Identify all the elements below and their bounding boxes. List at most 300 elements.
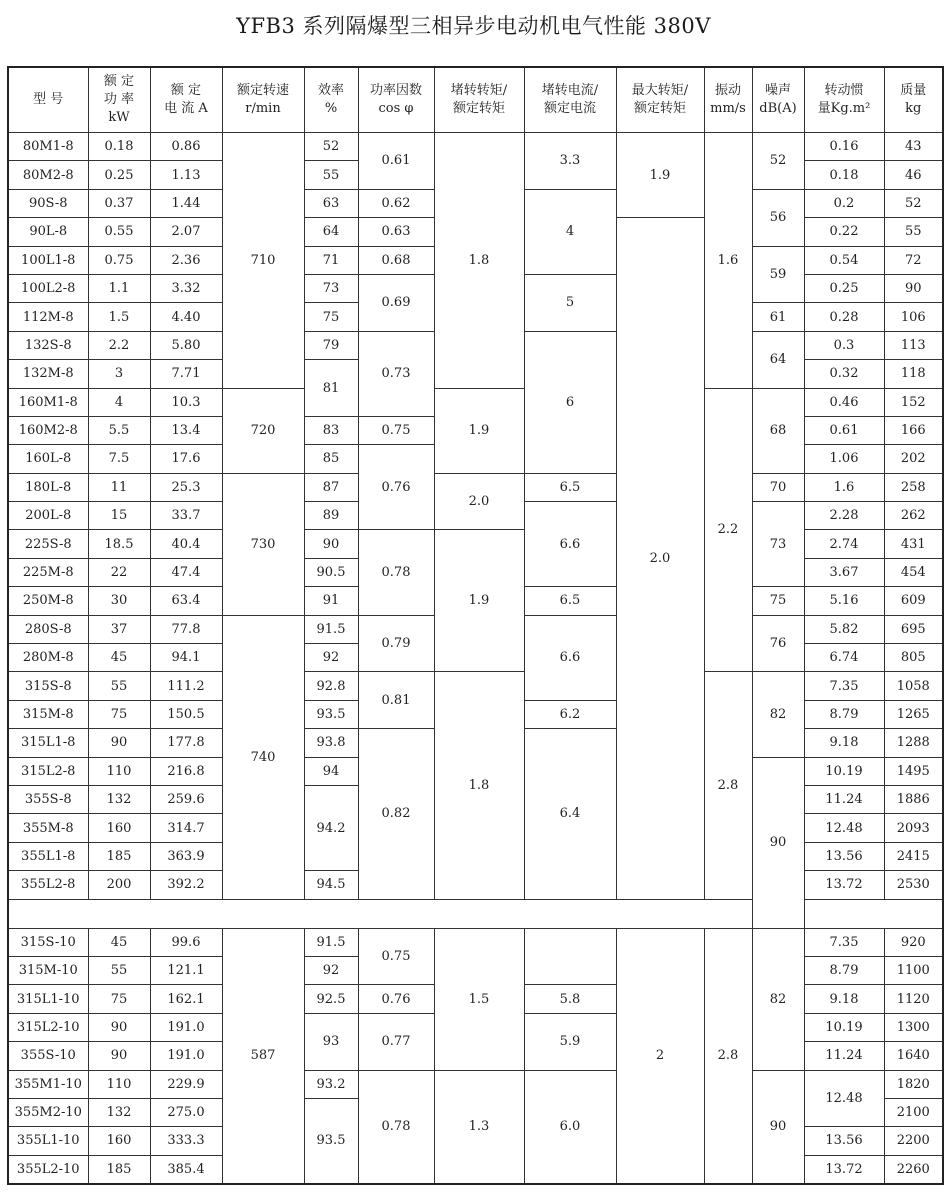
cell-model: 355S-8 (8, 785, 88, 813)
header-line: 噪声 (764, 83, 791, 98)
cell-pf: 0.73 (358, 331, 434, 416)
cell-sc: 5.8 (524, 985, 616, 1013)
header-line: 额 定 (170, 83, 202, 98)
cell-model: 355M-8 (8, 814, 88, 842)
header-line: r/min (245, 101, 281, 116)
cell-model: 355L1-8 (8, 842, 88, 870)
cell-st: 1.9 (434, 530, 524, 672)
cell-mass: 431 (884, 530, 943, 558)
cell-eff: 93.5 (304, 1098, 358, 1184)
cell-noise: 59 (752, 246, 804, 303)
cell-model: 225M-8 (8, 558, 88, 586)
cell-eff: 94.5 (304, 871, 358, 899)
cell-model: 132S-8 (8, 331, 88, 359)
cell-eff: 91.5 (304, 615, 358, 643)
cell-pf: 0.82 (358, 729, 434, 899)
cell-eff: 91 (304, 587, 358, 615)
cell-inertia: 7.35 (804, 672, 884, 700)
cell-current: 77.8 (150, 615, 222, 643)
cell-inertia: 9.18 (804, 729, 884, 757)
cell-model: 355S-10 (8, 1042, 88, 1070)
column-header (304, 67, 358, 133)
cell-eff: 93.5 (304, 700, 358, 728)
cell-mass: 920 (884, 928, 943, 956)
cell-noise: 73 (752, 502, 804, 587)
column-header (8, 67, 88, 133)
cell-noise: 70 (752, 473, 804, 501)
cell-inertia: 0.28 (804, 303, 884, 331)
cell-current: 63.4 (150, 587, 222, 615)
cell-mass: 46 (884, 161, 943, 189)
cell-power: 55 (88, 672, 150, 700)
cell-pf: 0.81 (358, 672, 434, 729)
cell-model: 80M2-8 (8, 161, 88, 189)
cell-inertia: 10.19 (804, 1013, 884, 1041)
cell-model: 315S-8 (8, 672, 88, 700)
cell-power: 0.75 (88, 246, 150, 274)
cell-power: 1.5 (88, 303, 150, 331)
cell-eff: 79 (304, 331, 358, 359)
cell-power: 2.2 (88, 331, 150, 359)
cell-eff: 93 (304, 1013, 358, 1070)
cell-mass: 2100 (884, 1098, 943, 1126)
cell-power: 22 (88, 558, 150, 586)
cell-model: 355L1-10 (8, 1127, 88, 1155)
cell-mass: 609 (884, 587, 943, 615)
cell-inertia: 0.32 (804, 360, 884, 388)
cell-mass: 55 (884, 218, 943, 246)
cell-pf: 0.78 (358, 1070, 434, 1184)
column-header (884, 67, 943, 133)
cell-noise: 90 (752, 1070, 804, 1184)
column-header (358, 67, 434, 133)
cell-current: 191.0 (150, 1042, 222, 1070)
cell-eff: 71 (304, 246, 358, 274)
cell-mass: 2415 (884, 842, 943, 870)
cell-current: 121.1 (150, 956, 222, 984)
motor-performance-table (7, 66, 944, 1185)
cell-mass: 43 (884, 133, 943, 161)
cell-mass: 1886 (884, 785, 943, 813)
cell-eff: 63 (304, 189, 358, 217)
cell-st: 1.8 (434, 672, 524, 899)
table-body (8, 133, 943, 1185)
cell-inertia: 2.74 (804, 530, 884, 558)
cell-eff: 92 (304, 644, 358, 672)
cell-pf: 0.61 (358, 133, 434, 190)
cell-eff: 93.2 (304, 1070, 358, 1098)
cell-mass: 1120 (884, 985, 943, 1013)
cell-mass: 1495 (884, 757, 943, 785)
cell-eff: 94 (304, 757, 358, 785)
cell-inertia: 6.74 (804, 644, 884, 672)
cell-sc: 3.3 (524, 133, 616, 190)
cell-power: 11 (88, 473, 150, 501)
cell-eff: 94.2 (304, 785, 358, 870)
group-separator (8, 899, 943, 928)
cell-current: 4.40 (150, 303, 222, 331)
cell-noise: 64 (752, 331, 804, 388)
cell-pf: 0.68 (358, 246, 434, 274)
cell-inertia: 0.2 (804, 189, 884, 217)
cell-current: 392.2 (150, 871, 222, 899)
header-line: 质量 (900, 83, 927, 98)
cell-power: 110 (88, 757, 150, 785)
column-header (150, 67, 222, 133)
cell-mass: 52 (884, 189, 943, 217)
cell-eff: 73 (304, 274, 358, 302)
cell-eff: 83 (304, 416, 358, 444)
cell-power: 45 (88, 928, 150, 956)
cell-mass: 72 (884, 246, 943, 274)
cell-speed: 730 (222, 473, 304, 615)
cell-sc: 5 (524, 274, 616, 331)
cell-inertia: 3.67 (804, 558, 884, 586)
cell-mass: 2260 (884, 1155, 943, 1184)
cell-inertia: 8.79 (804, 956, 884, 984)
cell-noise: 82 (752, 672, 804, 757)
cell-power: 37 (88, 615, 150, 643)
cell-inertia: 0.16 (804, 133, 884, 161)
cell-inertia: 0.61 (804, 416, 884, 444)
column-header (524, 67, 616, 133)
cell-power: 55 (88, 956, 150, 984)
cell-power: 132 (88, 785, 150, 813)
cell-power: 0.37 (88, 189, 150, 217)
cell-inertia: 2.28 (804, 502, 884, 530)
cell-inertia: 0.22 (804, 218, 884, 246)
cell-model: 90S-8 (8, 189, 88, 217)
header-line: 额定电流 (543, 101, 596, 116)
header-row (8, 67, 943, 133)
cell-noise: 61 (752, 303, 804, 331)
cell-mass: 152 (884, 388, 943, 416)
separator-cell (8, 899, 943, 928)
cell-model: 160L-8 (8, 445, 88, 473)
cell-mass: 90 (884, 274, 943, 302)
cell-power: 185 (88, 842, 150, 870)
cell-current: 1.13 (150, 161, 222, 189)
header-line: kg (905, 101, 922, 116)
header-line: mm/s (710, 101, 746, 116)
cell-mass: 118 (884, 360, 943, 388)
cell-inertia: 7.35 (804, 928, 884, 956)
cell-power: 110 (88, 1070, 150, 1098)
cell-current: 229.9 (150, 1070, 222, 1098)
cell-inertia: 0.3 (804, 331, 884, 359)
cell-mass: 1640 (884, 1042, 943, 1070)
cell-current: 2.36 (150, 246, 222, 274)
cell-pf: 0.79 (358, 615, 434, 672)
cell-model: 315M-10 (8, 956, 88, 984)
cell-noise: 76 (752, 615, 804, 672)
cell-eff: 87 (304, 473, 358, 501)
cell-power: 90 (88, 1042, 150, 1070)
cell-inertia: 9.18 (804, 985, 884, 1013)
cell-vib: 2.8 (704, 672, 752, 899)
cell-inertia: 12.48 (804, 814, 884, 842)
cell-noise: 68 (752, 388, 804, 473)
cell-model: 315L1-10 (8, 985, 88, 1013)
cell-mass: 1100 (884, 956, 943, 984)
cell-current: 10.3 (150, 388, 222, 416)
column-header (222, 67, 304, 133)
cell-pf: 0.75 (358, 928, 434, 985)
cell-current: 162.1 (150, 985, 222, 1013)
cell-model: 180L-8 (8, 473, 88, 501)
cell-power: 7.5 (88, 445, 150, 473)
cell-pf: 0.78 (358, 530, 434, 615)
cell-inertia: 0.18 (804, 161, 884, 189)
column-header (752, 67, 804, 133)
cell-inertia: 0.54 (804, 246, 884, 274)
cell-pf: 0.75 (358, 416, 434, 444)
table-row (8, 928, 943, 956)
table-row (8, 133, 943, 161)
cell-model: 160M1-8 (8, 388, 88, 416)
cell-power: 1.1 (88, 274, 150, 302)
cell-sc: 6.6 (524, 502, 616, 587)
cell-inertia: 13.56 (804, 842, 884, 870)
cell-speed: 720 (222, 388, 304, 473)
cell-mass: 2200 (884, 1127, 943, 1155)
cell-power: 90 (88, 1013, 150, 1041)
cell-st: 1.9 (434, 388, 524, 473)
header-line: 功率因数 (369, 83, 422, 98)
cell-current: 333.3 (150, 1127, 222, 1155)
table-row (8, 672, 943, 700)
cell-current: 363.9 (150, 842, 222, 870)
cell-eff: 91.5 (304, 928, 358, 956)
cell-inertia: 1.6 (804, 473, 884, 501)
cell-mass: 2093 (884, 814, 943, 842)
cell-sc: 6.6 (524, 615, 616, 700)
header-line: 型 号 (33, 92, 64, 107)
column-header (434, 67, 524, 133)
cell-model: 315L2-10 (8, 1013, 88, 1041)
header-line: 功 率 (103, 92, 135, 107)
cell-mass: 106 (884, 303, 943, 331)
cell-eff: 90 (304, 530, 358, 558)
cell-eff: 90.5 (304, 558, 358, 586)
cell-model: 80M1-8 (8, 133, 88, 161)
header-line: 电 流 A (164, 101, 208, 116)
cell-model: 112M-8 (8, 303, 88, 331)
header-line: % (324, 101, 338, 116)
cell-model: 90L-8 (8, 218, 88, 246)
cell-eff: 75 (304, 303, 358, 331)
header-line: 堵转转矩/ (450, 83, 508, 98)
cell-speed: 740 (222, 615, 304, 899)
cell-mt: 2 (616, 928, 704, 1184)
cell-current: 191.0 (150, 1013, 222, 1041)
cell-current: 259.6 (150, 785, 222, 813)
cell-current: 216.8 (150, 757, 222, 785)
cell-inertia: 13.72 (804, 871, 884, 899)
cell-current: 47.4 (150, 558, 222, 586)
cell-mass: 202 (884, 445, 943, 473)
cell-model: 132M-8 (8, 360, 88, 388)
cell-current: 33.7 (150, 502, 222, 530)
cell-power: 160 (88, 1127, 150, 1155)
cell-sc (524, 928, 616, 985)
cell-power: 75 (88, 985, 150, 1013)
cell-mass: 2530 (884, 871, 943, 899)
cell-power: 90 (88, 729, 150, 757)
cell-model: 315L1-8 (8, 729, 88, 757)
cell-inertia: 5.82 (804, 615, 884, 643)
cell-current: 1.44 (150, 189, 222, 217)
cell-current: 385.4 (150, 1155, 222, 1184)
cell-eff: 92.8 (304, 672, 358, 700)
cell-model: 315M-8 (8, 700, 88, 728)
cell-pf: 0.76 (358, 445, 434, 530)
cell-current: 13.4 (150, 416, 222, 444)
cell-power: 185 (88, 1155, 150, 1184)
cell-mass: 1300 (884, 1013, 943, 1041)
cell-inertia: 10.19 (804, 757, 884, 785)
cell-sc: 6.2 (524, 700, 616, 728)
cell-current: 5.80 (150, 331, 222, 359)
cell-mt: 2.0 (616, 218, 704, 899)
header-line: kW (108, 110, 130, 125)
cell-current: 40.4 (150, 530, 222, 558)
cell-eff: 81 (304, 360, 358, 417)
cell-model: 355M1-10 (8, 1070, 88, 1098)
cell-model: 100L2-8 (8, 274, 88, 302)
cell-power: 0.25 (88, 161, 150, 189)
cell-sc: 4 (524, 189, 616, 274)
table-row (8, 1070, 943, 1098)
cell-sc: 6.0 (524, 1070, 616, 1184)
cell-inertia: 13.72 (804, 1155, 884, 1184)
cell-model: 280S-8 (8, 615, 88, 643)
cell-vib: 2.2 (704, 388, 752, 672)
cell-sc: 6.5 (524, 587, 616, 615)
cell-power: 132 (88, 1098, 150, 1126)
cell-noise: 90 (752, 757, 804, 928)
column-header (616, 67, 704, 133)
column-header (804, 67, 884, 133)
cell-mass: 166 (884, 416, 943, 444)
column-header (704, 67, 752, 133)
cell-sc: 6 (524, 331, 616, 473)
cell-current: 25.3 (150, 473, 222, 501)
cell-power: 5.5 (88, 416, 150, 444)
header-line: 转动惯 (824, 83, 864, 98)
cell-model: 225S-8 (8, 530, 88, 558)
cell-current: 275.0 (150, 1098, 222, 1126)
cell-eff: 89 (304, 502, 358, 530)
cell-power: 30 (88, 587, 150, 615)
cell-model: 355L2-10 (8, 1155, 88, 1184)
cell-model: 315L2-8 (8, 757, 88, 785)
cell-pf: 0.77 (358, 1013, 434, 1070)
cell-mass: 1265 (884, 700, 943, 728)
cell-inertia: 11.24 (804, 1042, 884, 1070)
cell-pf: 0.76 (358, 985, 434, 1013)
header-line: 额 定 (103, 74, 135, 89)
cell-noise: 75 (752, 587, 804, 615)
cell-st: 1.8 (434, 133, 524, 389)
cell-st: 1.5 (434, 928, 524, 1070)
cell-current: 0.86 (150, 133, 222, 161)
cell-eff: 52 (304, 133, 358, 161)
cell-eff: 55 (304, 161, 358, 189)
cell-vib: 1.6 (704, 133, 752, 389)
cell-mass: 695 (884, 615, 943, 643)
cell-inertia: 5.16 (804, 587, 884, 615)
cell-current: 111.2 (150, 672, 222, 700)
cell-power: 4 (88, 388, 150, 416)
cell-st: 2.0 (434, 473, 524, 530)
header-line: 额定转矩 (452, 101, 505, 116)
header-line: 堵转电流/ (541, 83, 599, 98)
header-line: 最大转矩/ (631, 83, 689, 98)
header-line: 额定转矩 (633, 101, 686, 116)
cell-model: 315S-10 (8, 928, 88, 956)
header-line: 额定转速 (236, 83, 289, 98)
cell-st: 1.3 (434, 1070, 524, 1184)
cell-current: 150.5 (150, 700, 222, 728)
cell-power: 160 (88, 814, 150, 842)
cell-inertia: 0.46 (804, 388, 884, 416)
cell-model: 100L1-8 (8, 246, 88, 274)
cell-mass: 258 (884, 473, 943, 501)
cell-inertia: 8.79 (804, 700, 884, 728)
cell-inertia: 11.24 (804, 785, 884, 813)
page-title: YFB3 系列隔爆型三相异步电动机电气性能 380V (236, 14, 711, 38)
cell-noise: 56 (752, 189, 804, 246)
cell-model: 200L-8 (8, 502, 88, 530)
cell-vib: 2.8 (704, 928, 752, 1184)
header-line: 效率 (317, 83, 344, 98)
cell-mass: 1288 (884, 729, 943, 757)
cell-model: 250M-8 (8, 587, 88, 615)
cell-power: 18.5 (88, 530, 150, 558)
cell-model: 355L2-8 (8, 871, 88, 899)
cell-mass: 454 (884, 558, 943, 586)
cell-inertia: 13.56 (804, 1127, 884, 1155)
cell-speed: 587 (222, 928, 304, 1184)
cell-model: 280M-8 (8, 644, 88, 672)
cell-pf: 0.63 (358, 218, 434, 246)
cell-model: 160M2-8 (8, 416, 88, 444)
cell-noise: 52 (752, 133, 804, 190)
cell-mass: 262 (884, 502, 943, 530)
cell-current: 177.8 (150, 729, 222, 757)
cell-current: 3.32 (150, 274, 222, 302)
cell-inertia: 1.06 (804, 445, 884, 473)
table-row (8, 473, 943, 501)
cell-current: 94.1 (150, 644, 222, 672)
cell-power: 200 (88, 871, 150, 899)
cell-power: 3 (88, 360, 150, 388)
cell-inertia: 0.25 (804, 274, 884, 302)
cell-model: 355M2-10 (8, 1098, 88, 1126)
cell-sc: 5.9 (524, 1013, 616, 1070)
cell-power: 0.18 (88, 133, 150, 161)
cell-power: 75 (88, 700, 150, 728)
cell-sc: 6.4 (524, 729, 616, 899)
header-line: cos φ (378, 101, 414, 116)
column-header (88, 67, 150, 133)
cell-eff: 93.8 (304, 729, 358, 757)
cell-power: 15 (88, 502, 150, 530)
cell-power: 0.55 (88, 218, 150, 246)
cell-current: 17.6 (150, 445, 222, 473)
cell-eff: 92.5 (304, 985, 358, 1013)
